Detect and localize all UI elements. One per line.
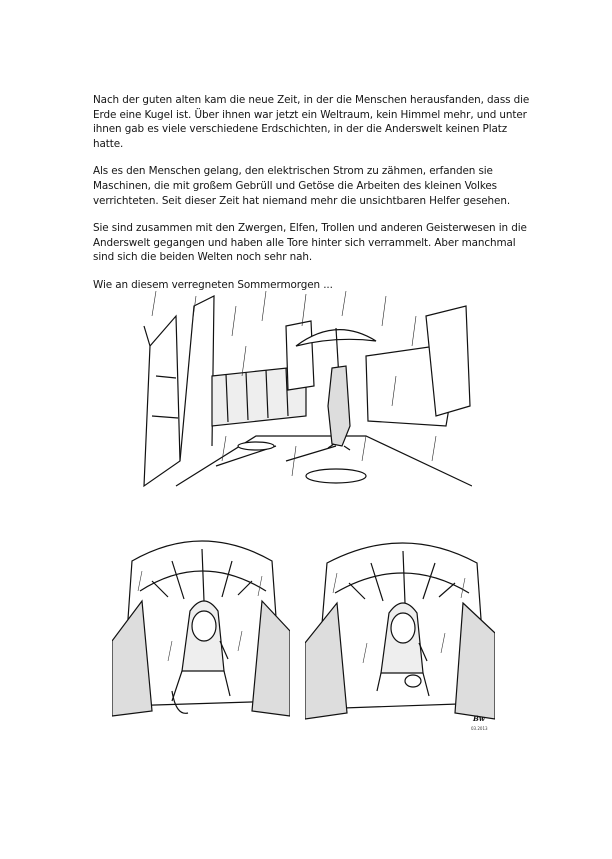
story-text — [93, 93, 533, 306]
paragraph-3: Sie sind zusammen mit den Zwergen, Elfen, Trollen und anderen Geisterwesen in die Anderswelt gegangen und haben alle Tore hinter sich verrammelt. Aber manchmal sind sich die beiden Welten noch sehr nah. — [93, 222, 527, 264]
right-panel-illustration — [305, 531, 495, 726]
girl-under-umbrella-left — [112, 531, 290, 721]
paragraph-2: Als es den Menschen gelang, den elektrischen Strom zu zähmen, erfanden sie Maschinen, die mit großem Gebrüll und Getöse die Arbeiten des kleinen Volkes verrichteten. Seit dieser Zeit hat niemand mehr die unsichtbaren Helfer gesehen. — [93, 165, 511, 207]
paragraph-4: Wie an diesem verregneten Sommermorgen ... — [93, 278, 333, 291]
paragraph-1: Nach der guten alten kam die neue Zeit, in der die Menschen herausfanden, dass die Erde eine Kugel ist. Über ihnen war jetzt ein Weltraum, kein Himmel mehr, und unter ihnen gab es viele verschiedene Erdschichten, in der die Anderswelt keinen Platz hatte. — [93, 94, 530, 150]
girl-under-umbrella-right — [305, 531, 495, 726]
signature-date: 03.2013 — [471, 726, 488, 731]
rainy-alley-drawing — [136, 286, 472, 504]
rainy-alley-illustration — [136, 286, 472, 504]
left-panel-illustration — [112, 531, 290, 721]
artist-signature: Bw — [473, 714, 485, 723]
